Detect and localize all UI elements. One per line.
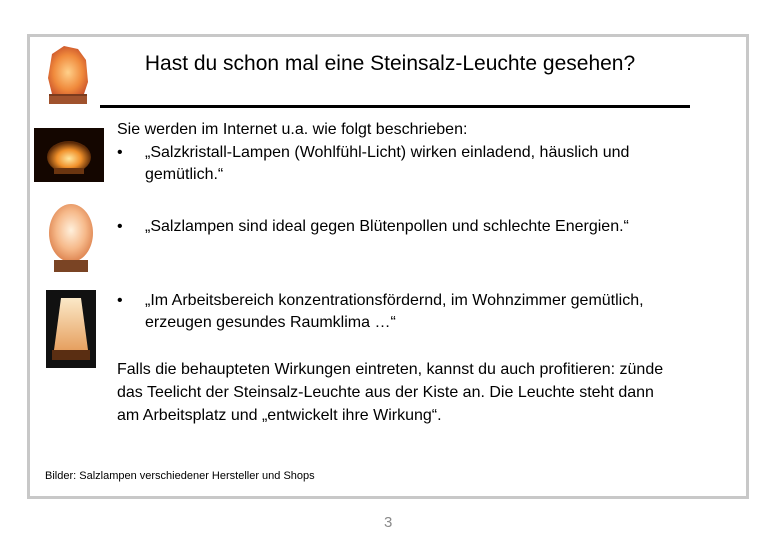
intro-text: Sie werden im Internet u.a. wie folgt beschrieben: — [117, 121, 468, 138]
salt-lamp-image-3 — [44, 200, 98, 276]
bullet-symbol: • — [117, 292, 123, 309]
bullet-text: „Salzkristall-Lampen (Wohlfühl-Licht) wirken einladend, häuslich und gemütlich.“ — [145, 144, 630, 183]
title-underline — [100, 105, 690, 108]
slide-frame — [27, 34, 749, 499]
page-number: 3 — [384, 514, 393, 531]
page-title: Hast du schon mal eine Steinsalz-Leuchte gesehen? — [144, 52, 636, 75]
image-caption: Bilder: Salzlampen verschiedener Hersteller und Shops — [45, 470, 315, 482]
bullet-symbol: • — [117, 218, 123, 235]
bullet-text: „Salzlampen sind ideal gegen Blütenpollen und schlechte Energien.“ — [145, 218, 629, 235]
salt-lamp-image-4 — [46, 290, 96, 368]
bullet-symbol: • — [117, 144, 123, 161]
body-paragraph: Falls die behaupteten Wirkungen eintreten, kannst du auch profitieren: zünde das Teelicht der Steinsalz-Leuchte aus der Kiste an. Die Leuchte steht dann am Arbeitsplatz und „entwickelt ihre Wirkung“. — [117, 361, 664, 424]
bullet-text: „Im Arbeitsbereich konzentrationsfördernd, im Wohnzimmer gemütlich, erzeugen gesundes Raumklima …“ — [145, 292, 644, 331]
salt-lamp-image-1 — [44, 42, 92, 108]
salt-lamp-image-2 — [34, 128, 104, 182]
